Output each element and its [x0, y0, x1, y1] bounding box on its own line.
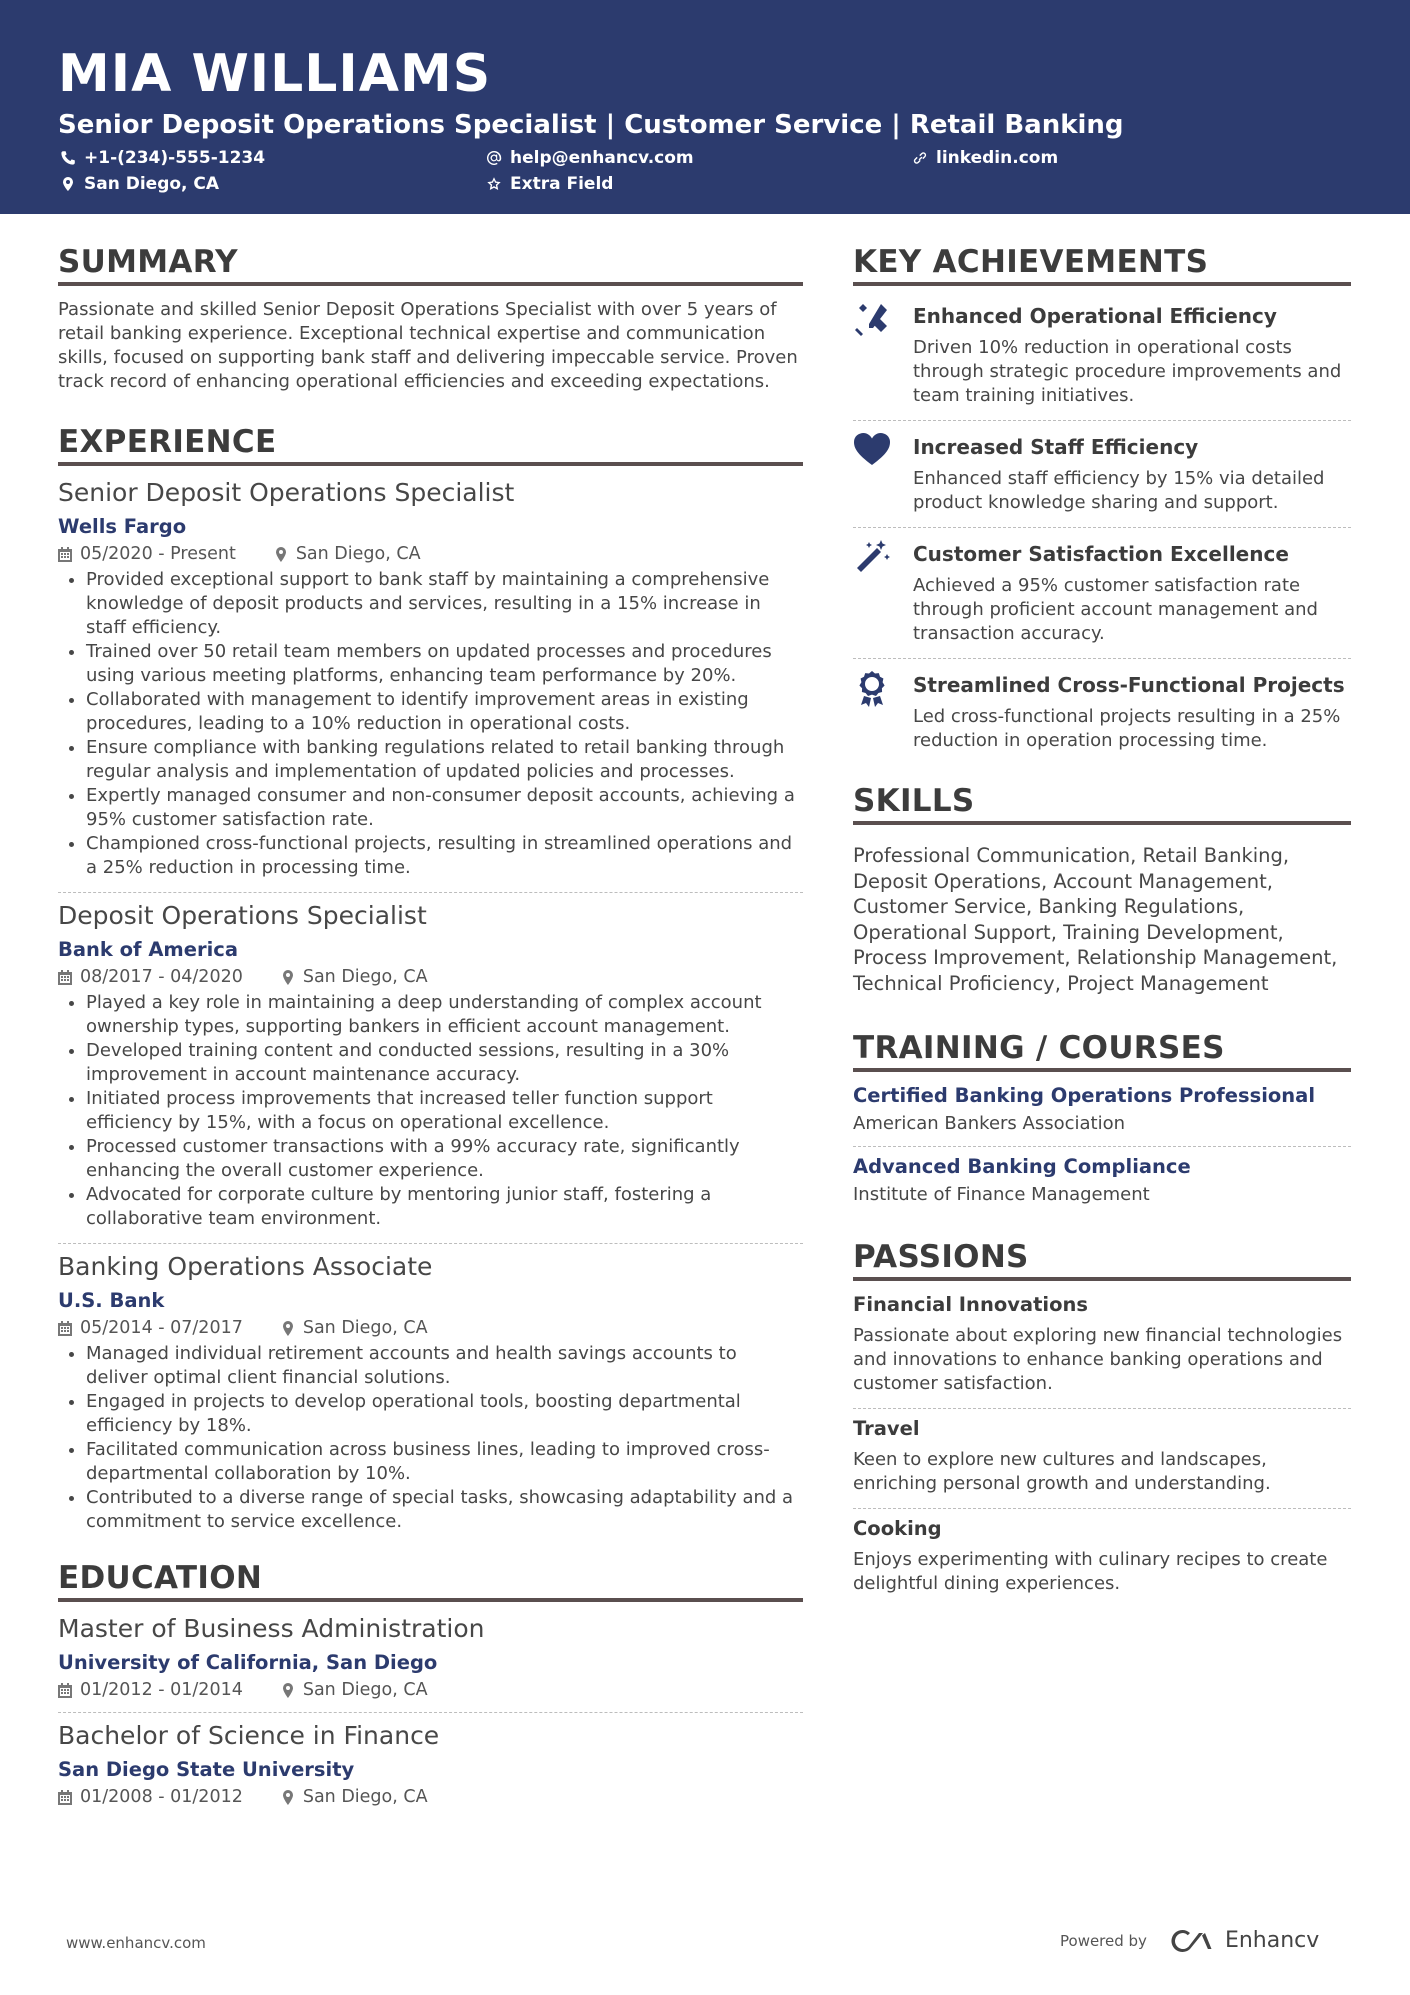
divider: [58, 1243, 803, 1244]
footer-branding: [1060, 1928, 1319, 1953]
job-dates: 08/2017 - 04/2020: [80, 967, 243, 987]
job-meta: [58, 544, 803, 564]
passion-desc: Enjoys experimenting with culinary recipes to create delightful dining experiences.: [853, 1549, 1328, 1594]
achievement-desc: Led cross-functional projects resulting in a 25% reduction in operation processing time.: [913, 706, 1341, 751]
email-text: help@enhancv.com: [510, 148, 694, 168]
job-bullet: • Contributed to a diverse range of special tasks, showcasing adaptability and a commitment to service excellence.: [86, 1486, 803, 1534]
company-name: Bank of America: [58, 938, 238, 961]
enhancv-logo[interactable]: [1171, 1928, 1319, 1953]
job-bullet: • Facilitated communication across business lines, leading to improved cross-departmental collaboration by 10%.: [86, 1438, 803, 1486]
passion-title: Cooking: [853, 1517, 942, 1540]
divider: [853, 658, 1351, 659]
enhancv-logo-text: Enhancv: [1224, 1928, 1320, 1953]
achievement-title: Enhanced Operational Efficiency: [913, 304, 1277, 328]
job-dates: 05/2014 - 07/2017: [80, 1318, 243, 1338]
left-column: [58, 244, 803, 1807]
job-bullet: • Collaborated with management to identify improvement areas in existing procedures, leading to a 10% reduction in operational costs.: [86, 688, 803, 736]
contact-linkedin[interactable]: [912, 148, 1058, 168]
passion-item: [853, 1517, 1351, 1596]
job-bullet: • Developed training content and conducted sessions, resulting in a 30% improvement in account maintenance accuracy.: [86, 1039, 803, 1087]
location-pin-icon: [274, 547, 288, 562]
training-heading: TRAINING / COURSES: [853, 1030, 1351, 1072]
calendar-icon: [58, 1790, 72, 1805]
course-name: Advanced Banking Compliance: [853, 1155, 1191, 1178]
job-bullet: • Trained over 50 retail team members on updated processes and procedures using various meeting platforms, enhancing team performance by 20%.: [86, 640, 803, 688]
education-heading: EDUCATION: [58, 1560, 803, 1602]
phone-text: +1-(234)-555-1234: [84, 148, 266, 168]
passions-heading: PASSIONS: [853, 1239, 1351, 1281]
tools-icon: [853, 300, 891, 338]
job-title: Senior Deposit Operations Specialist: [58, 478, 515, 507]
at-sign-icon: [486, 150, 502, 166]
skills-heading: SKILLS: [853, 783, 1351, 825]
school-name: San Diego State University: [58, 1758, 355, 1781]
contact-phone: [60, 148, 265, 168]
location-pin-icon: [281, 970, 295, 985]
location-pin-icon: [60, 176, 76, 192]
education-item: [58, 1614, 803, 1700]
achievements-heading: KEY ACHIEVEMENTS: [853, 244, 1351, 286]
job-bullet: • Provided exceptional support to bank staff by maintaining a comprehensive knowledge of deposit products and services, resulting in a 15% increase in staff efficiency.: [86, 568, 803, 640]
job-bullet: • Initiated process improvements that increased teller function support efficiency by 15%, with a focus on operational excellence.: [86, 1087, 803, 1135]
achievement-item: [853, 298, 1351, 408]
passion-title: Financial Innovations: [853, 1293, 1088, 1316]
job-bullets: [58, 568, 803, 880]
passion-item: [853, 1293, 1351, 1396]
job-location: San Diego, CA: [295, 544, 421, 564]
extra-field-text: Extra Field: [510, 174, 614, 194]
location-text: San Diego, CA: [84, 174, 220, 194]
footer-website[interactable]: www.enhancv.com: [66, 1934, 206, 1952]
calendar-icon: [58, 1321, 72, 1336]
candidate-name: MIA WILLIAMS: [58, 44, 492, 104]
passion-item: [853, 1417, 1351, 1496]
passion-title: Travel: [853, 1417, 920, 1440]
job-dates: 05/2020 - Present: [80, 544, 236, 564]
achievement-desc: Enhanced staff efficiency by 15% via detailed product knowledge sharing and support.: [913, 468, 1325, 513]
passion-desc: Passionate about exploring new financial technologies and innovations to enhance banking operations and customer satisfaction.: [853, 1325, 1343, 1394]
job-bullet: • Advocated for corporate culture by mentoring junior staff, fostering a collaborative team environment.: [86, 1183, 803, 1231]
location-pin-icon: [281, 1790, 295, 1805]
company-name: U.S. Bank: [58, 1289, 165, 1312]
education-meta: [58, 1787, 803, 1807]
skills-list: Professional Communication, Retail Banking, Deposit Operations, Account Management, Customer Service, Banking Regulations, Operational Support, Training Development, Process Improvement, Relationship Management, Technical Proficiency, Project Management: [853, 844, 1338, 995]
summary-text: Passionate and skilled Senior Deposit Operations Specialist with over 5 years of retail banking experience. Exceptional technical expertise and communication skills, focused on supporting bank staff and delivering impeccable service. Proven track record of enhancing operational efficiencies and exceeding expectations.: [58, 299, 798, 392]
contact-extra: [486, 174, 613, 194]
candidate-headline: Senior Deposit Operations Specialist | Customer Service | Retail Banking: [58, 110, 1124, 140]
course-item: [853, 1155, 1351, 1205]
calendar-icon: [58, 547, 72, 562]
contact-location: [60, 174, 219, 194]
experience-heading: EXPERIENCE: [58, 424, 803, 466]
summary-heading: SUMMARY: [58, 244, 803, 286]
location-pin-icon: [281, 1321, 295, 1336]
star-icon: [486, 176, 502, 192]
job-bullets: [58, 991, 803, 1231]
divider: [853, 527, 1351, 528]
location-pin-icon: [281, 1683, 295, 1698]
right-column: [853, 244, 1351, 1596]
course-org: Institute of Finance Management: [853, 1184, 1150, 1205]
job-title: Banking Operations Associate: [58, 1252, 433, 1281]
education-dates: 01/2012 - 01/2014: [80, 1680, 243, 1700]
course-name: Certified Banking Operations Professional: [853, 1084, 1316, 1107]
achievement-item: [853, 536, 1351, 646]
job-bullet: • Engaged in projects to develop operational tools, boosting departmental efficiency by 18%.: [86, 1390, 803, 1438]
achievement-item: [853, 667, 1351, 753]
job-meta: [58, 967, 803, 987]
calendar-icon: [58, 970, 72, 985]
divider: [853, 1508, 1351, 1509]
contact-email[interactable]: [486, 148, 694, 168]
divider: [853, 1408, 1351, 1409]
experience-item: [58, 478, 803, 880]
job-bullets: [58, 1342, 803, 1534]
job-bullet: • Processed customer transactions with a 99% accuracy rate, significantly enhancing the overall customer experience.: [86, 1135, 803, 1183]
job-bullet: • Expertly managed consumer and non-consumer deposit accounts, achieving a 95% customer satisfaction rate.: [86, 784, 803, 832]
divider: [853, 420, 1351, 421]
achievement-item: [853, 429, 1351, 515]
job-meta: [58, 1318, 803, 1338]
link-icon: [912, 150, 928, 166]
experience-item: [58, 1252, 803, 1534]
divider: [853, 1146, 1351, 1147]
job-location: San Diego, CA: [302, 1318, 428, 1338]
achievement-title: Streamlined Cross-Functional Projects: [913, 673, 1345, 697]
degree-title: Master of Business Administration: [58, 1614, 485, 1643]
achievement-title: Customer Satisfaction Excellence: [913, 542, 1289, 566]
job-bullet: • Ensure compliance with banking regulations related to retail banking through regular analysis and implementation of updated policies and processes.: [86, 736, 803, 784]
education-location: San Diego, CA: [302, 1787, 428, 1807]
award-ribbon-icon: [853, 669, 891, 707]
job-title: Deposit Operations Specialist: [58, 901, 427, 930]
experience-item: [58, 901, 803, 1231]
linkedin-text: linkedin.com: [936, 148, 1059, 168]
education-item: [58, 1721, 803, 1807]
achievement-desc: Achieved a 95% customer satisfaction rate through proficient account management and transaction accuracy.: [913, 575, 1318, 644]
job-location: San Diego, CA: [302, 967, 428, 987]
resume-header: [0, 0, 1410, 214]
course-org: American Bankers Association: [853, 1113, 1126, 1134]
education-location: San Diego, CA: [302, 1680, 428, 1700]
course-item: [853, 1084, 1351, 1134]
job-bullet: • Championed cross-functional projects, resulting in streamlined operations and a 25% reduction in processing time.: [86, 832, 803, 880]
company-name: Wells Fargo: [58, 515, 187, 538]
school-name: University of California, San Diego: [58, 1651, 438, 1674]
calendar-icon: [58, 1683, 72, 1698]
education-meta: [58, 1680, 803, 1700]
degree-title: Bachelor of Science in Finance: [58, 1721, 440, 1750]
divider: [58, 1712, 803, 1713]
job-bullet: • Managed individual retirement accounts and health savings accounts to deliver optimal client financial solutions.: [86, 1342, 803, 1390]
heart-icon: [853, 431, 891, 469]
enhancv-logo-icon: [1171, 1929, 1217, 1953]
job-bullet: • Played a key role in maintaining a deep understanding of complex account ownership types, supporting bankers in efficient account management.: [86, 991, 803, 1039]
magic-wand-icon: [853, 538, 891, 576]
phone-icon: [60, 150, 76, 166]
divider: [58, 892, 803, 893]
achievement-title: Increased Staff Efficiency: [913, 435, 1199, 459]
education-dates: 01/2008 - 01/2012: [80, 1787, 243, 1807]
powered-by-text: Powered by: [1060, 1931, 1147, 1950]
passion-desc: Keen to explore new cultures and landscapes, enriching personal growth and understanding.: [853, 1449, 1271, 1494]
achievement-desc: Driven 10% reduction in operational costs through strategic procedure improvements and team training initiatives.: [913, 337, 1342, 406]
